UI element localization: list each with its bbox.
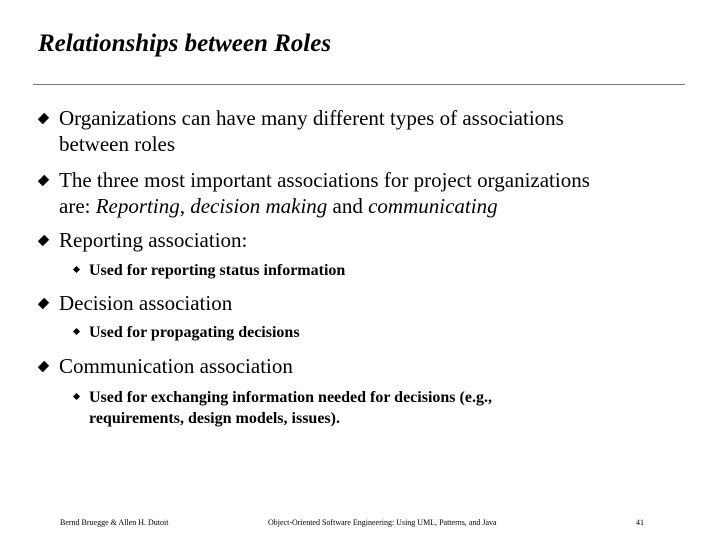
bullet-line: The three most important associations for project organizations xyxy=(59,168,590,192)
bullet-text-italic: communicating xyxy=(368,194,498,218)
bullet-text-plain: and xyxy=(327,194,369,218)
footer-book-title: Object-Oriented Software Engineering: Using UML, Patterns, and Java xyxy=(268,518,497,527)
bullet-line: between roles xyxy=(59,132,176,156)
sub-bullet-line: requirements, design models, issues). xyxy=(89,410,340,427)
bullet-diamond-icon xyxy=(38,175,49,186)
slide-title: Relationships between Roles xyxy=(38,30,332,57)
footer-authors: Bernd Bruegge & Allen H. Dutoit xyxy=(60,518,169,527)
bullet-line xyxy=(59,194,498,219)
bullet-diamond-icon xyxy=(38,361,49,372)
bullet-line: Communication association xyxy=(59,354,293,378)
bullet-line: Organizations can have many different types of associations xyxy=(59,106,564,130)
bullet-diamond-icon xyxy=(38,235,49,246)
bullet-diamond-icon xyxy=(38,298,49,309)
sub-bullet-diamond-icon xyxy=(73,393,80,400)
bullet-line: Decision association xyxy=(59,291,233,315)
sub-bullet-line: Used for propagating decisions xyxy=(89,324,300,341)
sub-bullet-line: Used for reporting status information xyxy=(89,262,346,279)
sub-bullet-diamond-icon xyxy=(73,266,80,273)
bullet-text-italic: Reporting, decision making xyxy=(95,194,328,218)
sub-bullet-line: Used for exchanging information needed for decisions (e.g., xyxy=(89,389,492,406)
bullet-diamond-icon xyxy=(38,113,49,124)
bullet-text-plain: are: xyxy=(59,194,96,218)
title-rule xyxy=(33,84,685,85)
bullet-line: Reporting association: xyxy=(59,228,248,252)
footer-page-number: 41 xyxy=(636,518,644,527)
sub-bullet-diamond-icon xyxy=(73,328,80,335)
